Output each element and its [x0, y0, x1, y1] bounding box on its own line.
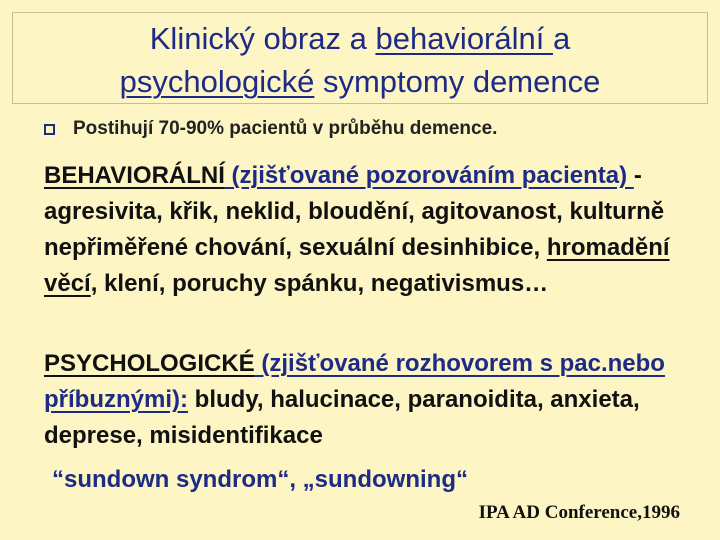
behavioral-paragraph	[44, 158, 684, 302]
title-line-2	[13, 60, 707, 103]
behavioral-heading: BEHAVIORÁLNÍ	[44, 162, 225, 189]
behavioral-underlined-item: hromadění věcí	[44, 234, 670, 297]
behavioral-method: (zjišťované pozorováním pacienta)	[224, 162, 634, 189]
title-underlined-word: behaviorální	[375, 21, 553, 56]
title-text: a	[552, 21, 571, 56]
title-text: symptomy demence	[314, 64, 601, 99]
title-underlined-word: psychologické	[119, 64, 315, 99]
bullet-item	[44, 118, 694, 140]
source-citation: IPA AD Conference,1996	[478, 502, 680, 523]
psychological-paragraph	[44, 346, 684, 454]
behavioral-text: - agresivita, křik, neklid, bloudění, agitovanost, kulturně nepřiměřené chování, sexuální desinhibice,	[44, 162, 665, 261]
psychological-method: (zjišťované rozhovorem s pac.nebo příbuznými):	[44, 350, 665, 413]
slide-title	[12, 12, 708, 104]
square-bullet-icon	[44, 124, 55, 135]
title-text: Klinický obraz a	[149, 21, 376, 56]
behavioral-text-end: , klení, poruchy spánku, negativismus…	[90, 270, 549, 297]
title-line-1	[13, 17, 707, 60]
psychological-heading: PSYCHOLOGICKÉ	[44, 350, 255, 377]
psychological-text: bludy, halucinace, paranoidita, anxieta, deprese, misidentifikace	[44, 386, 640, 449]
sundown-line	[52, 462, 692, 498]
sundown-text: “sundown syndrom“, „sundowning“	[52, 466, 468, 493]
bullet-text: Postihují 70-90% pacientů v průběhu demence.	[73, 118, 498, 139]
